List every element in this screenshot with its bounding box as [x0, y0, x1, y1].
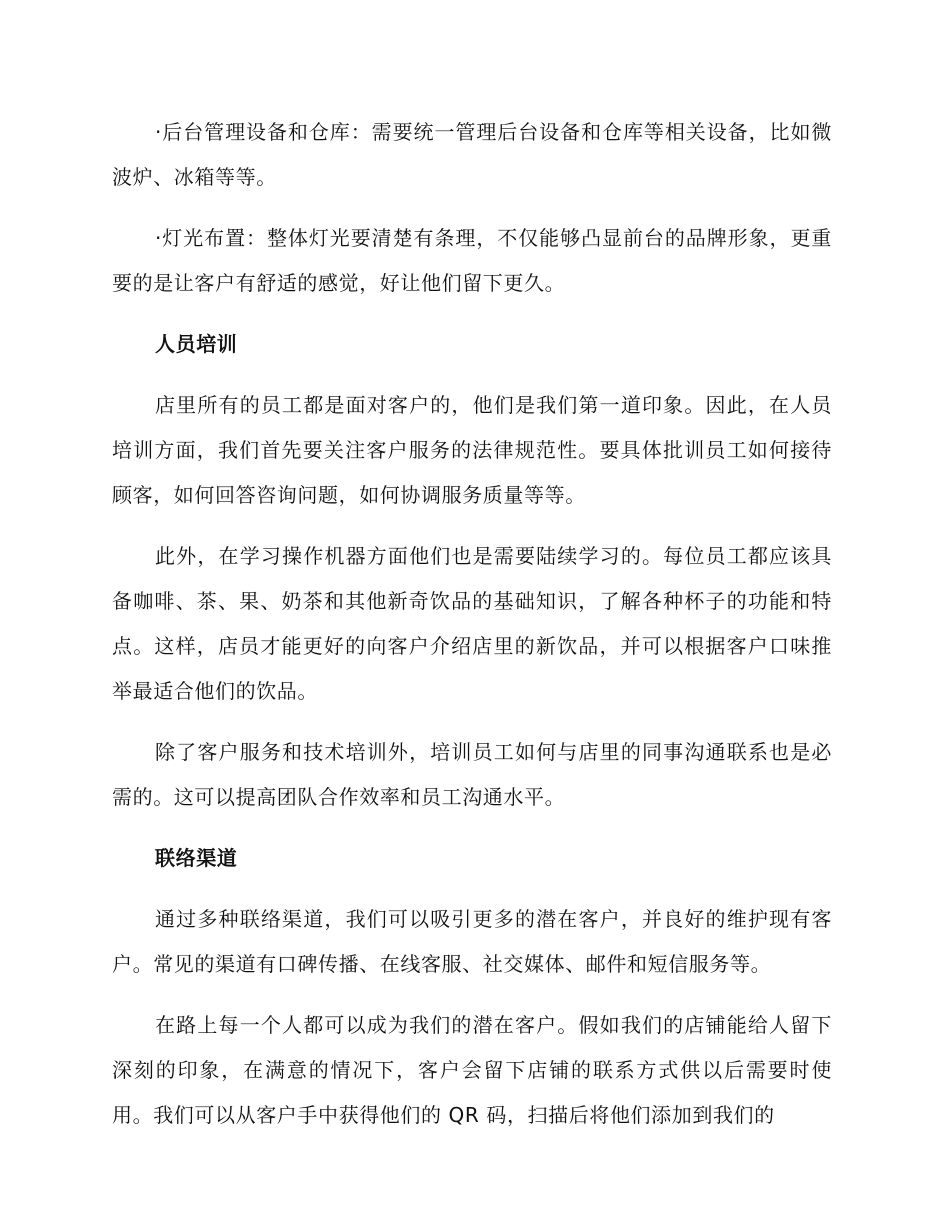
- paragraph-staff-communication: 除了客户服务和技术培训外，培训员工如何与店里的同事沟通联系也是必需的。这可以提高团队合作效率和员工沟通水平。: [112, 740, 832, 809]
- paragraph-staff-customer-service: 店里所有的员工都是面对客户的，他们是我们第一道印象。因此，在人员培训方面，我们首先要关注客户服务的法律规范性。要具体批训员工如何接待顾客，如何回答咨询问题，如何协调服务质量等等。: [112, 393, 832, 507]
- section-heading-contact-channels: 联络渠道: [155, 846, 238, 870]
- paragraph-staff-machine-learning: 此外，在学习操作机器方面他们也是需要陆续学习的。每位员工都应该具备咖啡、茶、果、奶茶和其他新奇饮品的基础知识，了解各种杯子的功能和特点。这样，店员才能更好的向客户介绍店里的新饮品，并可以根据客户口味推举最适合他们的饮品。: [112, 544, 832, 703]
- bullet-paragraph-lighting: ·灯光布置：整体灯光要清楚有条理，不仅能够凸显前台的品牌形象，更重要的是让客户有舒适的感觉，好让他们留下更久。: [112, 226, 832, 295]
- paragraph-contact-channels: 通过多种联络渠道，我们可以吸引更多的潜在客户，并良好的维护现有客户。常见的渠道有口碑传播、在线客服、社交媒体、邮件和短信服务等。: [112, 907, 832, 976]
- bullet-paragraph-backend-equipment: ·后台管理设备和仓库：需要统一管理后台设备和仓库等相关设备，比如微波炉、冰箱等等。: [112, 120, 832, 189]
- paragraph-potential-customers: 在路上每一个人都可以成为我们的潜在客户。假如我们的店铺能给人留下深刻的印象，在满意的情况下，客户会留下店铺的联系方式供以后需要时使用。我们可以从客户手中获得他们的 QR 码，扫描后将他们添加到我们的: [112, 1013, 832, 1127]
- document-page: [112, 110, 832, 1154]
- section-heading-staff-training: 人员培训: [155, 332, 238, 356]
